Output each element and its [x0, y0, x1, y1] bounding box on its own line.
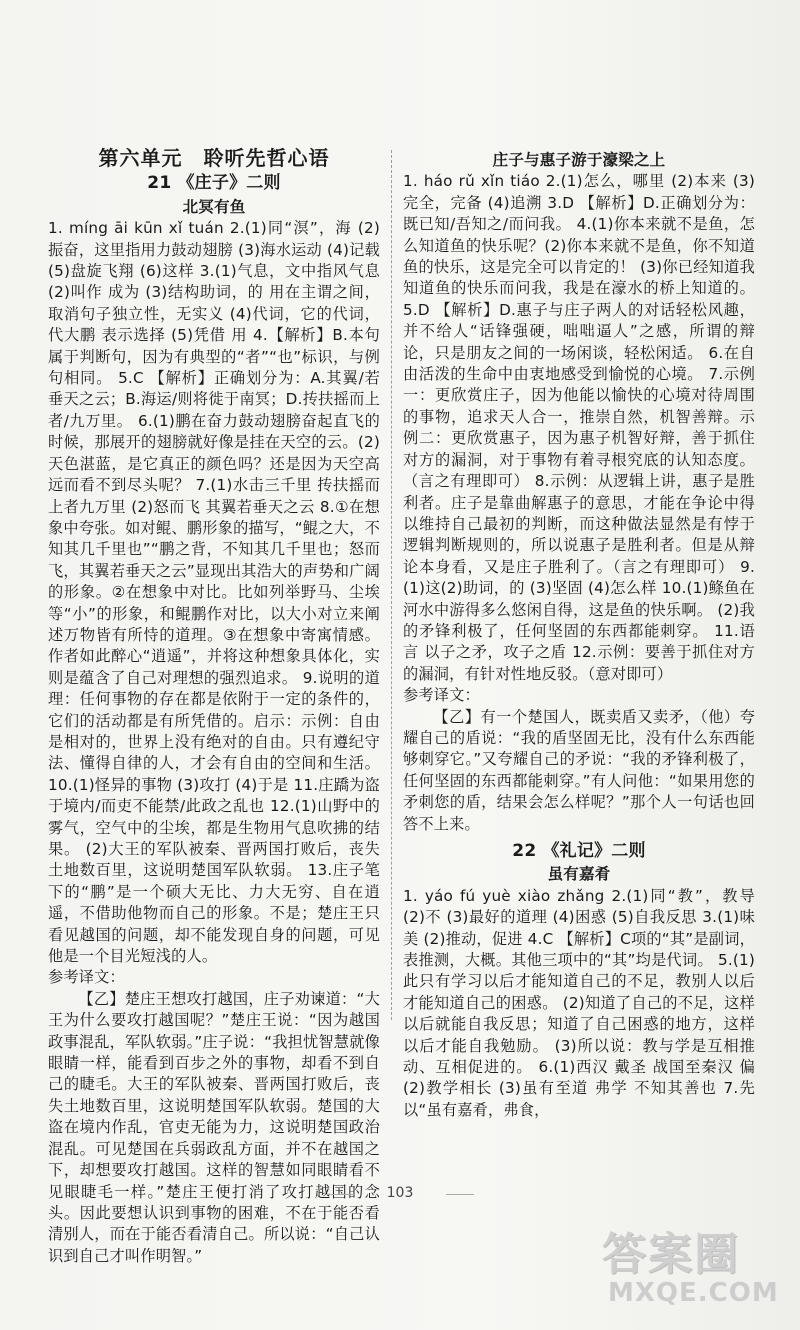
- left-column: [48, 148, 380, 1267]
- right-column: [403, 150, 755, 1121]
- reference-translation-label-2: 参考译文：: [403, 686, 480, 705]
- watermark-url: MXQE.COM: [608, 1278, 779, 1308]
- reference-translation-text: 【乙】楚庄王想攻打越国，庄子劝谏道：“大王为什么要攻打越国呢？”楚庄王说：“因为越国政事混乱，军队软弱。”庄子说：“我担忧智慧就像眼睛一样，能看到百步之外的事物，却看不到自己的睫毛。大王的军队被秦、晋两国打败后，丧失土地数百里，这说明楚国军队软弱。楚国的大盗在境内作乱，官吏无能为力，这说明楚国政治混乱。可见楚国在兵弱政乱方面，并不在越国之下，却想要攻打越国。这样的智慧如同眼睛看不见眼睫毛一样。”楚庄王便打消了攻打越国的念头。因此要想认识到事物的困难，不在于能否看清别人，而在于能否看清自己。所以说：“自己认识到自己才叫作明智。”: [48, 989, 380, 1265]
- watermark-logo: 答案圈: [602, 1229, 740, 1280]
- column-divider: [391, 150, 392, 1020]
- reference-translation-text-2: 【乙】有一个楚国人，既卖盾又卖矛，（他）夸耀自己的盾说：“我的盾坚固无比，没有什么东西能够刺穿它。”又夸耀自己的矛说：“我的矛锋利极了，任何坚固的东西都能刺穿。”有人问他：“如果用您的矛刺您的盾，结果会怎么样呢？”那个人一句话也回答不上来。: [403, 707, 755, 833]
- answers-beiming: 1. míng āi kūn xǐ tuán 2.(1)同“溟”，海 (2)振奋，这里指用力鼓动翅膀 (3)海水运动 (4)记载 (5)盘旋飞翔 (6)这样 3.(1)气息，文中指风气息 (2)叫作 成为 (3)结构助词，的 用在主谓之间，取消句子独立性，无实义 (4)代词，它的代词，代大鹏 表示选择 (5)凭借 用 4.【解析】B.本句属于判断句，因为有典型的“者”“也”标识，与例句相同。 5.C 【解析】正确划分为：A.其翼/若垂天之云；B.海运/则将徙于南冥；D.抟扶摇而上者/九万里。 6.(1)鹏在奋力鼓动翅膀奋起直飞的时候，那展开的翅膀就好像是挂在天空的云。(2)天色湛蓝，是它真正的颜色吗？还是因为天空高远而看不到尽头呢？ 7.(1)水击三千里 抟扶摇而上者九万里 (2)怒而飞 其翼若垂天之云 8.①在想象中夸张。如对鲲、鹏形象的描写，“鲲之大，不知其几千里也”“鹏之背，不知其几千里也；怒而飞，其翼若垂天之云”显现出其浩大的声势和广阔的形象。②在想象中对比。比如列举野马、尘埃等“小”的形象，和鲲鹏作对比，以大小对立来阐述万物皆有所恃的道理。③在想象中寄寓情感。作者如此醉心“逍遥”，并将这种想象具体化，实则是蕴含了自己对理想的强烈追求。 9.说明的道理：任何事物的存在都是依附于一定的条件的，它们的活动都是有所凭借的。启示：示例：自由是相对的，世界上没有绝对的自由。只有遵纪守法、懂得自律的人，才会有自由的空间和生活。 10.(1)怪异的事物 (3)攻打 (4)于是 11.庄蹻为盗于境内/而吏不能禁/此政之乱也 12.(1)山野中的雾气，空气中的尘埃，都是生物用气息吹拂的结果。 (2)大王的军队被秦、晋两国打败后，丧失土地数百里，这说明楚国军队软弱。 13.庄子笔下的“鹏”是一个硕大无比、力大无穷、自在逍遥，不借助他物而自己的形象。不是；楚庄王只看见越国的问题，却不能发现自身的问题，可见他是一个目光短浅的人。: [48, 219, 380, 966]
- section-title-suiyoujiayao: 虽有嘉肴: [547, 865, 611, 884]
- unit-title: 第六单元 聆听先哲心语: [98, 146, 330, 170]
- lesson-21-title: 21 《庄子》二则: [147, 173, 281, 194]
- section-title-beiming: 北冥有鱼: [182, 197, 246, 216]
- answers-haoliang: 1. háo rǔ xǐn tiáo 2.(1)怎么，哪里 (2)本来 (3)完全，完备 (4)追溯 3.D 【解析】D.正确划分为：既已知/吾知之/而问我。 4.(1)你本来就不是鱼，怎么知道鱼的快乐呢？(2)你本来就不是鱼，你不知道鱼的快乐，这是完全可以肯定的！ (3)你已经知道我知道鱼的快乐而问我，我是在濠水的桥上知道的。 5.D 【解析】D.惠子与庄子两人的对话轻松风趣，并不给人“话锋强硬，咄咄逼人”之感，所谓的辩论，只是朋友之间的一场闲谈，轻松闲适。 6.在自由活泼的生命中由衷地感受到愉悦的心境。 7.示例一：更欣赏庄子，因为他能以愉快的心境对待周围的事物，追求天人合一，推崇自然，机智善辩。示例二：更欣赏惠子，因为惠子机智好辩，善于抓住对方的漏洞，对于事物有着寻根究底的认知态度。（言之有理即可） 8.示例：从逻辑上讲，惠子是胜利者。庄子是靠曲解惠子的意思，才能在争论中得以维持自己最初的判断，而这种做法显然是有悖于逻辑判断规则的，所以说惠子是胜利者。但是从辩论本身看，又是庄子胜利了。（言之有理即可） 9.(1)这(2)助词，的 (3)坚固 (4)怎么样 10.(1)鲦鱼在河水中游得多么悠闲自得，这是鱼的快乐啊。 (2)我的矛锋利极了，任何坚固的东西都能刺穿。 11.语言 以子之矛，攻子之盾 12.示例：要善于抓住对方的漏洞，有针对性地反驳。（意对即可）: [403, 172, 755, 683]
- answers-suiyoujiayao: 1. yáo fú yuè xiào zhǎng 2.(1)同“教”，教导 (2)不 (3)最好的道理 (4)困惑 (5)自我反思 3.(1)味美 (2)推动，促进 4.C 【解析】C项的“其”是副词，表推测，大概。其他三项中的“其”均是代词。 5.(1)此只有学习以后才能知道自己的不足，教别人以后才能知道自己的困惑。 (2)知道了自己的不足，这样以后就能自我反思；知道了自己困惑的地方，这样以后才能自我勉励。 (3)所以说：教与学是互相推动、互相促进的。 6.(1)西汉 戴圣 战国至秦汉 偏 (2)教学相长 (3)虽有至道 弗学 不知其善也 7.先以“虽有嘉肴，弗食，: [403, 886, 755, 1119]
- section-title-haoliang: 庄子与惠子游于濠梁之上: [492, 151, 666, 169]
- page-number: 103: [360, 1185, 440, 1201]
- reference-translation-label: 参考译文：: [48, 968, 125, 987]
- watermark: [602, 1218, 782, 1318]
- lesson-22-title: 22 《礼记》二则: [512, 841, 646, 861]
